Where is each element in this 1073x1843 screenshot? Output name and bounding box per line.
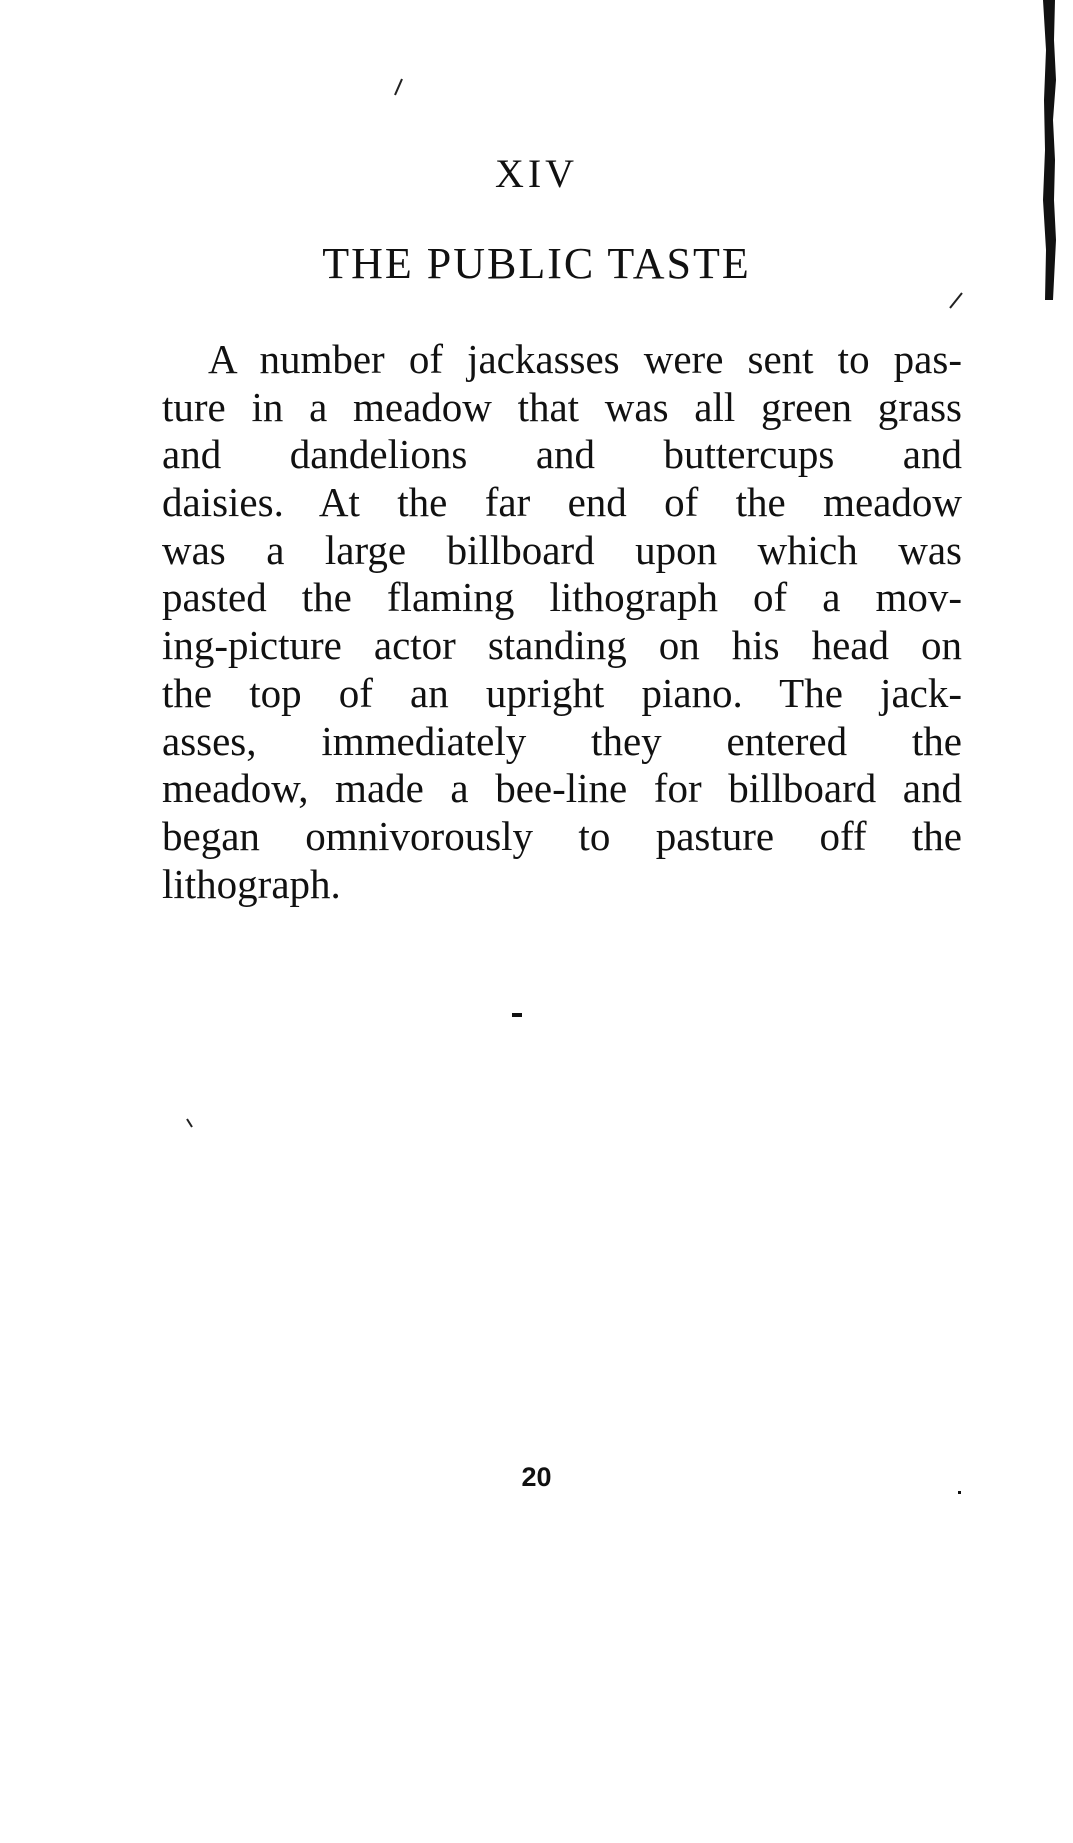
scan-speck xyxy=(392,78,404,96)
paragraph-line: ture in a meadow that was all green grass xyxy=(162,383,962,430)
paragraph-line: daisies. At the far end of the meadow xyxy=(162,479,962,526)
chapter-number: XIV xyxy=(494,151,579,196)
paragraph xyxy=(162,336,962,908)
paragraph-line: the top of an upright piano. The jack- xyxy=(162,669,962,716)
paragraph-line: and dandelions and buttercups and xyxy=(162,431,962,478)
scan-speck xyxy=(948,292,964,310)
paragraph-line: pasted the flaming lithograph of a mov- xyxy=(162,574,962,621)
scan-speck xyxy=(512,1013,522,1017)
paragraph-line: lithograph. xyxy=(162,860,341,907)
paragraph-line: meadow, made a bee-line for billboard and xyxy=(162,765,962,812)
paragraph-line: began omnivorously to pasture off the xyxy=(162,812,962,859)
page-number: 20 xyxy=(521,1462,552,1492)
paragraph-line: ing-picture actor standing on his head on xyxy=(162,622,962,669)
paragraph-line: was a large billboard upon which was xyxy=(162,526,962,573)
scan-speck xyxy=(185,1117,195,1129)
paragraph-line: A number of jackasses were sent to pas- xyxy=(208,336,962,382)
paragraph-line: asses, immediately they entered the xyxy=(162,717,962,764)
chapter-title: THE PUBLIC TASTE xyxy=(322,239,751,288)
